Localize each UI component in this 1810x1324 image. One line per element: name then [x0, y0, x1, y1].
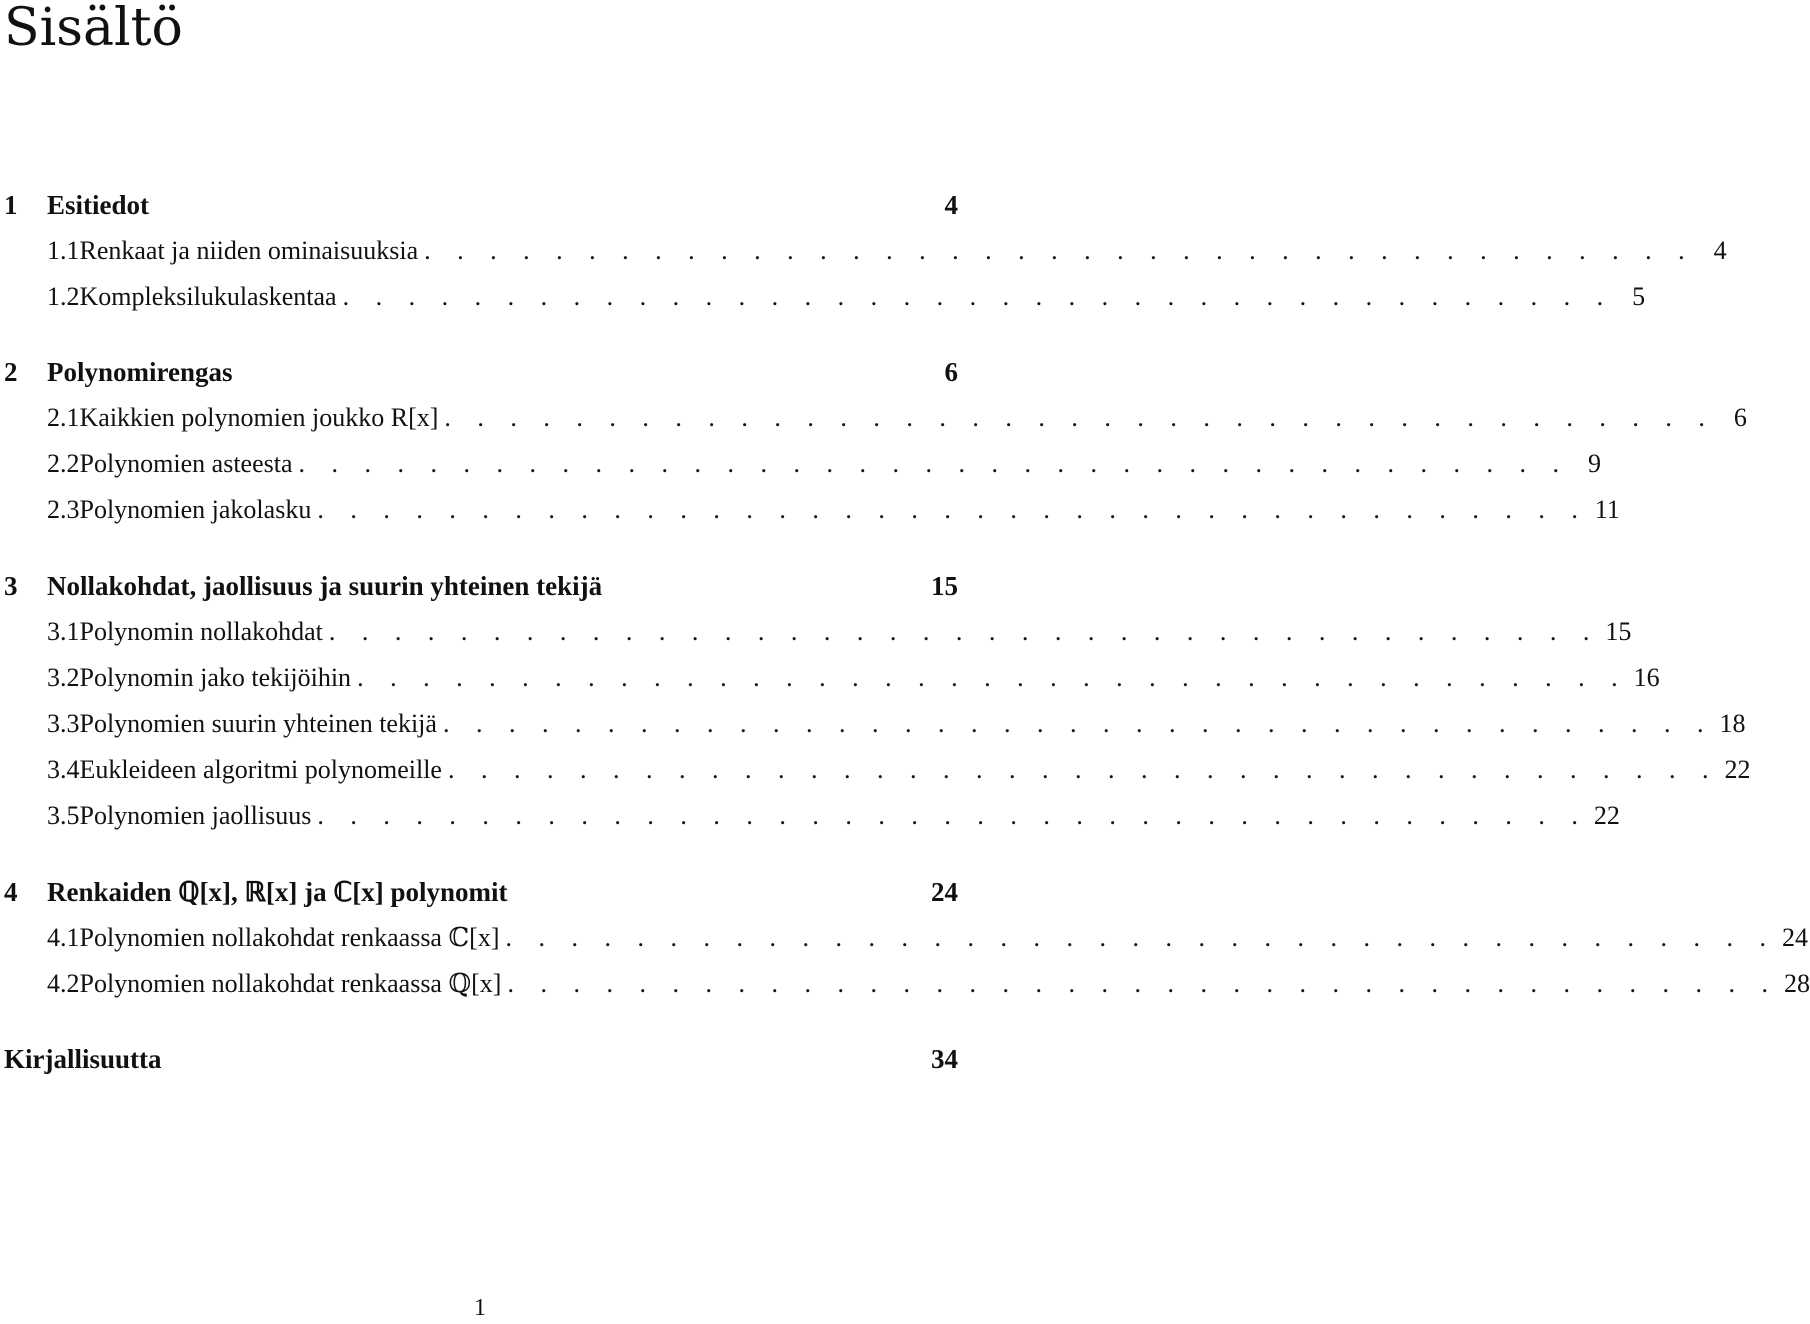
- chapter-page: 6: [944, 357, 958, 387]
- section-number: 3.4: [47, 755, 80, 784]
- toc-section-3-5[interactable]: [4, 801, 1620, 837]
- section-number: 1.2: [47, 282, 80, 311]
- section-page: 15: [1605, 617, 1632, 646]
- section-number: 3.3: [47, 709, 80, 738]
- section-title: Polynomien nollakohdat renkaassa ℚ[x]: [79, 969, 502, 998]
- chapter-title: Polynomirengas: [47, 357, 233, 387]
- toc-chapter-1[interactable]: [4, 190, 958, 226]
- chapter-title: Esitiedot: [47, 190, 150, 220]
- section-page: 4: [1713, 236, 1727, 265]
- dot-leader: . . . . . . . . . . . . . . . . . . . . . . . . . . . . . . . . . . . . . . .: [317, 495, 1588, 524]
- dot-leader: . . . . . . . . . . . . . . . . . . . . . . . . . . . . . . . . . . . . . . .: [447, 755, 1719, 784]
- dot-leader: . . . . . . . . . . . . . . . . . . . . . . . . . . . . . . . . . . . . . . .: [317, 801, 1588, 830]
- toc-section-3-2[interactable]: [4, 663, 1660, 699]
- section-number: 2.2: [47, 449, 80, 478]
- section-page: 18: [1719, 709, 1746, 738]
- section-page: 22: [1593, 801, 1620, 830]
- dot-leader: . . . . . . . . . . . . . . . . . . . . . . . . . . . . . . . . . . . . . . .: [328, 617, 1600, 646]
- chapter-number: 3: [4, 571, 18, 601]
- page-number: 1: [474, 1295, 486, 1321]
- references-page: 34: [931, 1044, 958, 1074]
- chapter-page: 4: [944, 190, 958, 220]
- toc-section-2-3[interactable]: [4, 495, 1620, 531]
- toc-section-4-2[interactable]: [4, 969, 1810, 1005]
- toc-chapter-4[interactable]: [4, 877, 958, 913]
- page-title: Sisältö: [4, 0, 183, 58]
- toc-section-1-2[interactable]: [4, 282, 1646, 318]
- dot-leader: . . . . . . . . . . . . . . . . . . . . . . . . . . . . . . . . . . . . . . .: [442, 709, 1714, 738]
- dot-leader: . . . . . . . . . . . . . . . . . . . . . . . . . . . . . . . . . . . . . . .: [444, 403, 1715, 432]
- dot-leader: . . . . . . . . . . . . . . . . . . . . . . . . . . . . . . . . . . . . . . .: [507, 969, 1778, 998]
- references-title: Kirjallisuutta: [4, 1044, 162, 1074]
- section-title: Polynomien jaollisuus: [79, 801, 312, 830]
- section-number: 1.1: [47, 236, 80, 265]
- chapter-number: 2: [4, 357, 18, 387]
- dot-leader: . . . . . . . . . . . . . . . . . . . . . . . . . . . . . . . . . . . . . . .: [424, 236, 1695, 265]
- chapter-number: 4: [4, 877, 18, 907]
- chapter-title: Renkaiden ℚ[x], ℝ[x] ja ℂ[x] polynomit: [47, 877, 508, 907]
- toc-section-1-1[interactable]: [4, 236, 1727, 272]
- toc-section-3-4[interactable]: [4, 755, 1751, 791]
- chapter-number: 1: [4, 190, 18, 220]
- section-title: Renkaat ja niiden ominaisuuksia: [79, 236, 419, 265]
- dot-leader: . . . . . . . . . . . . . . . . . . . . . . . . . . . . . . . . . . . . . . .: [357, 663, 1628, 692]
- toc-chapter-2[interactable]: [4, 357, 958, 393]
- section-number: 3.1: [47, 617, 80, 646]
- toc-section-3-3[interactable]: [4, 709, 1746, 745]
- section-number: 2.3: [47, 495, 80, 524]
- section-page: 11: [1594, 495, 1620, 524]
- toc-section-3-1[interactable]: [4, 617, 1632, 653]
- chapter-page: 15: [931, 571, 958, 601]
- dot-leader: . . . . . . . . . . . . . . . . . . . . . . . . . . . . . . . . . . . . . . .: [298, 449, 1570, 478]
- section-page: 16: [1633, 663, 1660, 692]
- toc-section-2-1[interactable]: [4, 403, 1747, 439]
- section-number: 4.1: [47, 923, 80, 952]
- section-number: 3.2: [47, 663, 80, 692]
- dot-leader: . . . . . . . . . . . . . . . . . . . . . . . . . . . . . . . . . . . . . . .: [342, 282, 1614, 311]
- section-page: 24: [1782, 923, 1808, 952]
- toc-section-4-1[interactable]: [4, 923, 1808, 959]
- section-title: Eukleideen algoritmi polynomeille: [79, 755, 442, 784]
- section-page: 9: [1588, 449, 1602, 478]
- section-title: Polynomin nollakohdat: [79, 617, 323, 646]
- chapter-title: Nollakohdat, jaollisuus ja suurin yhteinen tekijä: [47, 571, 603, 601]
- chapter-page: 24: [931, 877, 958, 907]
- section-page: 6: [1733, 403, 1747, 432]
- section-number: 2.1: [47, 403, 80, 432]
- section-title: Polynomien jakolasku: [79, 495, 312, 524]
- section-title: Polynomien suurin yhteinen tekijä: [79, 709, 437, 738]
- section-page: 28: [1783, 969, 1810, 998]
- section-title: Kompleksilukulaskentaa: [79, 282, 337, 311]
- section-title: Polynomin jako tekijöihin: [79, 663, 352, 692]
- section-number: 3.5: [47, 801, 80, 830]
- dot-leader: . . . . . . . . . . . . . . . . . . . . . . . . . . . . . . . . . . . . . . .: [505, 923, 1776, 952]
- toc-chapter-3[interactable]: [4, 571, 958, 607]
- toc-references[interactable]: [4, 1044, 958, 1080]
- section-title: Kaikkien polynomien joukko R[x]: [79, 403, 439, 432]
- section-title: Polynomien nollakohdat renkaassa ℂ[x]: [79, 923, 500, 952]
- toc-section-2-2[interactable]: [4, 449, 1602, 485]
- section-page: 22: [1724, 755, 1751, 784]
- section-page: 5: [1632, 282, 1646, 311]
- section-number: 4.2: [47, 969, 80, 998]
- section-title: Polynomien asteesta: [79, 449, 293, 478]
